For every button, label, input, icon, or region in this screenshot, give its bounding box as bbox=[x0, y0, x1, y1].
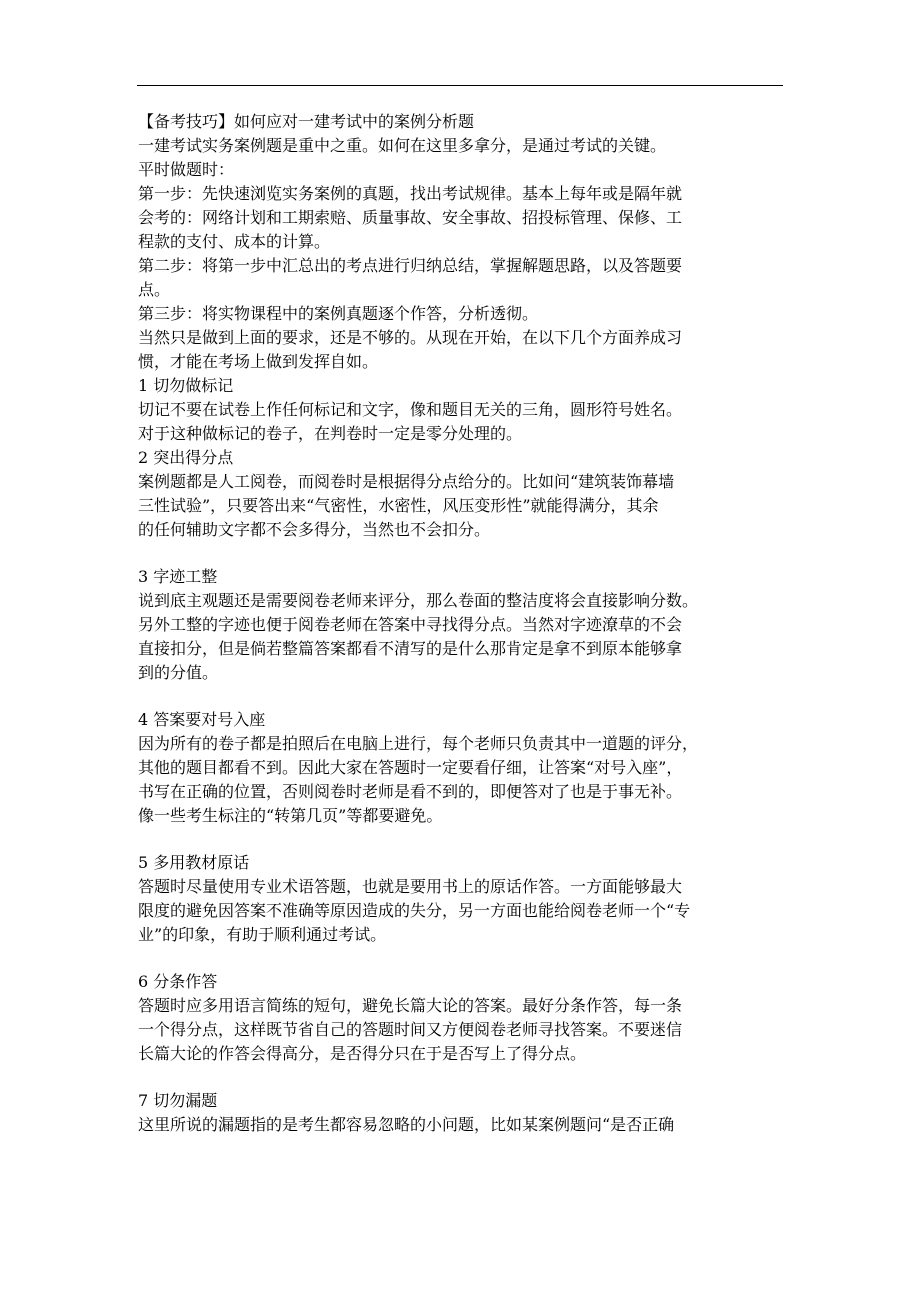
intro-line: 第二步：将第一步中汇总出的考点进行归纳总结，掌握解题思路，以及答题要 bbox=[138, 256, 683, 275]
section-line: 三性试验”，只要答出来“气密性，水密性，风压变形性”就能得满分，其余 bbox=[138, 496, 659, 515]
section-line: 这里所说的漏题指的是考生都容易忽略的小问题，比如某案例题问“是否正确 bbox=[138, 1115, 675, 1134]
document-body bbox=[138, 110, 788, 1137]
section-line: 因为所有的卷子都是拍照后在电脑上进行，每个老师只负责其中一道题的评分， bbox=[138, 734, 699, 753]
section-heading: 5 多用教材原话 bbox=[138, 853, 250, 872]
intro-line: 惯，才能在考场上做到发挥自如。 bbox=[138, 352, 379, 371]
section-line: 的任何辅助文字都不会多得分，当然也不会扣分。 bbox=[138, 520, 491, 539]
intro-line: 点。 bbox=[138, 280, 171, 299]
intro-line: 第三步：将实物课程中的案例真题逐个作答，分析透彻。 bbox=[138, 304, 539, 323]
section-heading: 2 突出得分点 bbox=[138, 448, 234, 467]
paragraph-gap bbox=[138, 828, 788, 851]
section-line: 直接扣分，但是倘若整篇答案都看不清写的是什么那肯定是拿不到原本能够拿 bbox=[138, 639, 683, 658]
section-line: 对于这种做标记的卷子，在判卷时一定是零分处理的。 bbox=[138, 424, 523, 443]
section-line: 切记不要在试卷上作任何标记和文字，像和题目无关的三角，圆形符号姓名。 bbox=[138, 400, 683, 419]
intro-line: 平时做题时： bbox=[138, 160, 235, 179]
section-heading: 6 分条作答 bbox=[138, 972, 218, 991]
paragraph-gap bbox=[138, 1066, 788, 1089]
section-heading: 7 切勿漏题 bbox=[138, 1091, 218, 1110]
section-heading: 4 答案要对号入座 bbox=[138, 710, 266, 729]
intro-line: 会考的：网络计划和工期索赔、质量事故、安全事故、招投标管理、保修、工 bbox=[138, 208, 683, 227]
intro-line: 第一步：先快速浏览实务案例的真题，找出考试规律。基本上每年或是隔年就 bbox=[138, 184, 683, 203]
section-line: 说到底主观题还是需要阅卷老师来评分，那么卷面的整洁度将会直接影响分数。 bbox=[138, 591, 699, 610]
section-heading: 3 字迹工整 bbox=[138, 567, 218, 586]
section-line: 案例题都是人工阅卷，而阅卷时是根据得分点给分的。比如问“建筑装饰幕墙 bbox=[138, 472, 675, 491]
section-line: 书写在正确的位置，否则阅卷时老师是看不到的，即便答对了也是于事无补。 bbox=[138, 782, 683, 801]
paragraph-gap bbox=[138, 685, 788, 708]
section-line: 像一些考生标注的“转第几页”等都要避免。 bbox=[138, 806, 443, 825]
intro-line: 程款的支付、成本的计算。 bbox=[138, 232, 331, 251]
section-line: 答题时尽量使用专业术语答题，也就是要用书上的原话作答。一方面能够最大 bbox=[138, 877, 683, 896]
section-line: 长篇大论的作答会得高分，是否得分只在于是否写上了得分点。 bbox=[138, 1044, 587, 1063]
paragraph-gap bbox=[138, 947, 788, 970]
intro-line: 一建考试实务案例题是重中之重。如何在这里多拿分，是通过考试的关键。 bbox=[138, 136, 667, 155]
section-line: 业”的印象，有助于顺利通过考试。 bbox=[138, 925, 387, 944]
section-line: 其他的题目都看不到。因此大家在答题时一定要看仔细，让答案“对号入座”， bbox=[138, 758, 683, 777]
section-heading: 1 切勿做标记 bbox=[138, 376, 234, 395]
header-rule bbox=[137, 85, 783, 86]
intro-line: 当然只是做到上面的要求，还是不够的。从现在开始，在以下几个方面养成习 bbox=[138, 328, 683, 347]
section-line: 限度的避免因答案不准确等原因造成的失分，另一方面也能给阅卷老师一个“专 bbox=[138, 901, 691, 920]
section-line: 到的分值。 bbox=[138, 663, 219, 682]
section-line: 另外工整的字迹也便于阅卷老师在答案中寻找得分点。当然对字迹潦草的不会 bbox=[138, 615, 683, 634]
paragraph-gap bbox=[138, 542, 788, 565]
section-line: 一个得分点，这样既节省自己的答题时间又方便阅卷老师寻找答案。不要迷信 bbox=[138, 1020, 683, 1039]
document-title: 【备考技巧】如何应对一建考试中的案例分析题 bbox=[138, 112, 475, 131]
section-line: 答题时应多用语言简练的短句，避免长篇大论的答案。最好分条作答，每一条 bbox=[138, 996, 683, 1015]
